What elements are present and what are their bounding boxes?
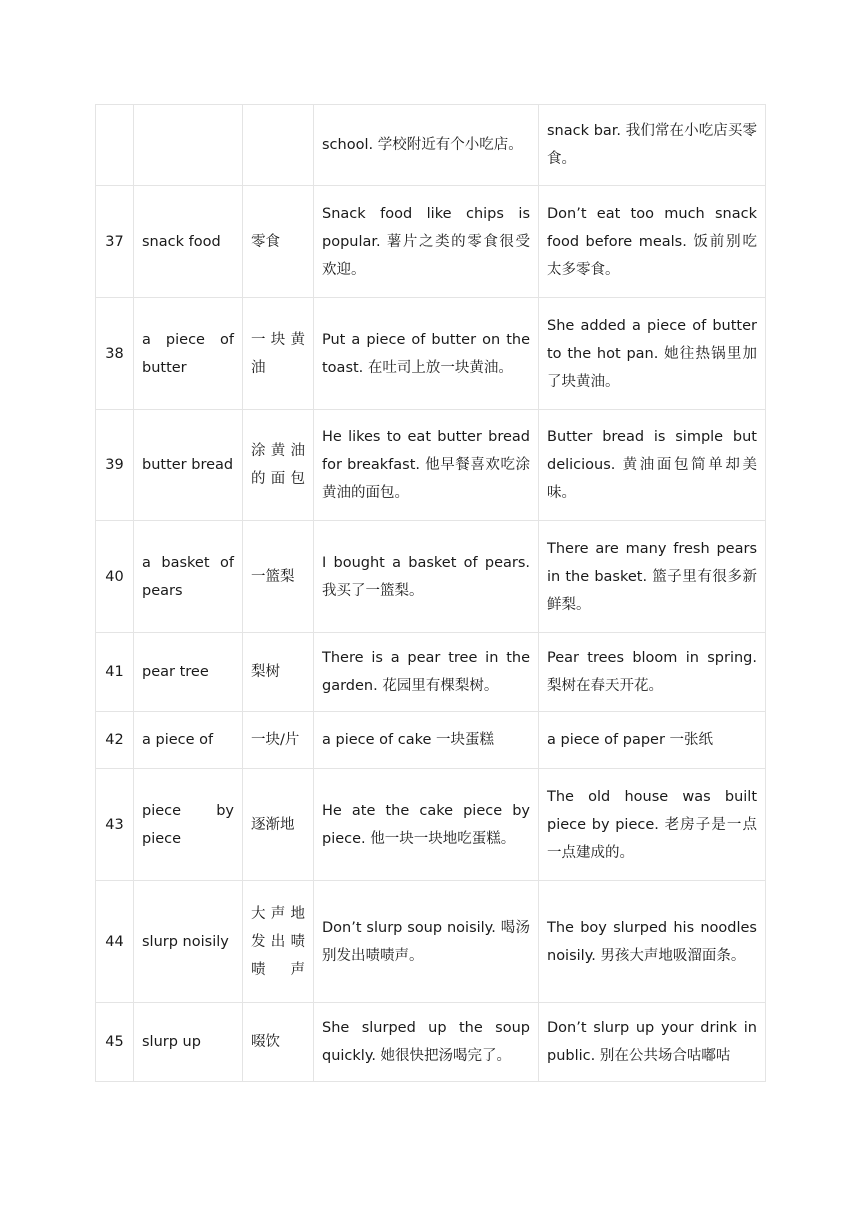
row-number: 37	[96, 186, 134, 298]
example-sentence-2: snack bar. 我们常在小吃店买零食。	[539, 105, 766, 186]
row-number: 43	[96, 769, 134, 881]
example-sentence-1: She slurped up the soup quickly. 她很快把汤喝完了。	[314, 1003, 539, 1082]
vocabulary-table	[95, 104, 766, 1082]
row-number: 40	[96, 521, 134, 633]
phrase-cell: a piece of butter	[134, 298, 243, 410]
meaning-cell: 逐渐地	[243, 769, 314, 881]
table-row	[96, 1003, 766, 1082]
table-row	[96, 769, 766, 881]
example-sentence-2: Pear trees bloom in spring. 梨树在春天开花。	[539, 633, 766, 712]
example-sentence-1: He ate the cake piece by piece. 他一块一块地吃蛋糕。	[314, 769, 539, 881]
row-number: 41	[96, 633, 134, 712]
example-sentence-2: Don’t eat too much snack food before meals. 饭前别吃太多零食。	[539, 186, 766, 298]
example-sentence-1: school. 学校附近有个小吃店。	[314, 105, 539, 186]
meaning-cell: 啜饮	[243, 1003, 314, 1082]
example-sentence-2: The old house was built piece by piece. 老房子是一点一点建成的。	[539, 769, 766, 881]
table-row	[96, 521, 766, 633]
example-sentence-1: He likes to eat butter bread for breakfast. 他早餐喜欢吃涂黄油的面包。	[314, 410, 539, 521]
example-sentence-1: a piece of cake 一块蛋糕	[314, 712, 539, 769]
phrase-cell: a piece of	[134, 712, 243, 769]
row-number: 44	[96, 881, 134, 1003]
phrase-cell: slurp up	[134, 1003, 243, 1082]
meaning-cell: 一块/片	[243, 712, 314, 769]
row-number: 45	[96, 1003, 134, 1082]
row-number: 42	[96, 712, 134, 769]
table-row	[96, 298, 766, 410]
example-sentence-2: Don’t slurp up your drink in public. 别在公共场合咕嘟咕	[539, 1003, 766, 1082]
phrase-cell: butter bread	[134, 410, 243, 521]
meaning-cell: 涂黄油的面包	[243, 410, 314, 521]
example-sentence-1: Snack food like chips is popular. 薯片之类的零食很受欢迎。	[314, 186, 539, 298]
example-sentence-2: There are many fresh pears in the basket. 篮子里有很多新鲜梨。	[539, 521, 766, 633]
phrase-cell: slurp noisily	[134, 881, 243, 1003]
example-sentence-2: The boy slurped his noodles noisily. 男孩大声地吸溜面条。	[539, 881, 766, 1003]
phrase-cell: pear tree	[134, 633, 243, 712]
row-number: 39	[96, 410, 134, 521]
meaning-cell: 一篮梨	[243, 521, 314, 633]
table-row	[96, 410, 766, 521]
phrase-cell: piece by piece	[134, 769, 243, 881]
table-row	[96, 633, 766, 712]
phrase-cell: snack food	[134, 186, 243, 298]
example-sentence-2: Butter bread is simple but delicious. 黄油面包简单却美味。	[539, 410, 766, 521]
example-sentence-1: I bought a basket of pears. 我买了一篮梨。	[314, 521, 539, 633]
example-sentence-2: She added a piece of butter to the hot pan. 她往热锅里加了块黄油。	[539, 298, 766, 410]
row-number	[96, 105, 134, 186]
example-sentence-1: Don’t slurp soup noisily. 喝汤别发出啧啧声。	[314, 881, 539, 1003]
meaning-cell: 一块黄油	[243, 298, 314, 410]
phrase-cell	[134, 105, 243, 186]
phrase-cell: a basket of pears	[134, 521, 243, 633]
meaning-cell	[243, 105, 314, 186]
meaning-cell: 大声地发出啧啧声	[243, 881, 314, 1003]
example-sentence-2: a piece of paper 一张纸	[539, 712, 766, 769]
meaning-cell: 梨树	[243, 633, 314, 712]
meaning-cell: 零食	[243, 186, 314, 298]
row-number: 38	[96, 298, 134, 410]
table-row	[96, 186, 766, 298]
example-sentence-1: There is a pear tree in the garden. 花园里有棵梨树。	[314, 633, 539, 712]
table-row	[96, 881, 766, 1003]
example-sentence-1: Put a piece of butter on the toast. 在吐司上放一块黄油。	[314, 298, 539, 410]
table-row	[96, 105, 766, 186]
table-row	[96, 712, 766, 769]
